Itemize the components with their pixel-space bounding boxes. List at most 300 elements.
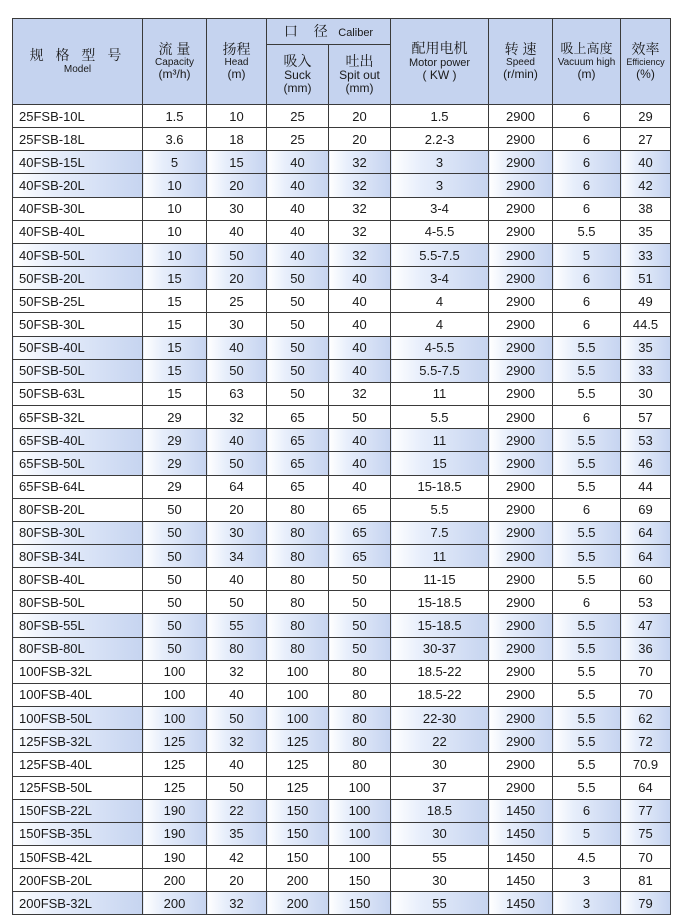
cell-speed: 2900 [489, 475, 553, 498]
cell-capacity: 100 [143, 660, 207, 683]
cell-head: 20 [207, 498, 267, 521]
cell-vacuum-high: 5.5 [553, 730, 621, 753]
cell-head: 55 [207, 614, 267, 637]
cell-speed: 1450 [489, 846, 553, 869]
cell-suck: 80 [267, 498, 329, 521]
cell-efficiency: 46 [621, 452, 671, 475]
cell-vacuum-high: 6 [553, 799, 621, 822]
cell-speed: 2900 [489, 151, 553, 174]
cell-head: 63 [207, 382, 267, 405]
cell-capacity: 10 [143, 174, 207, 197]
cell-vacuum-high: 6 [553, 267, 621, 290]
cell-spit-out: 100 [329, 822, 391, 845]
cell-spit-out: 50 [329, 614, 391, 637]
cell-motor-power: 15-18.5 [391, 475, 489, 498]
cell-model: 50FSB-50L [13, 359, 143, 382]
cell-suck: 100 [267, 707, 329, 730]
cell-capacity: 200 [143, 892, 207, 915]
table-row [13, 568, 671, 591]
cell-model: 150FSB-35L [13, 822, 143, 845]
cell-model: 125FSB-40L [13, 753, 143, 776]
cell-vacuum-high: 5.5 [553, 568, 621, 591]
cell-model: 150FSB-22L [13, 799, 143, 822]
cell-vacuum-high: 5.5 [553, 220, 621, 243]
cell-spit-out: 32 [329, 174, 391, 197]
header-head-en: Head [224, 57, 249, 69]
cell-capacity: 200 [143, 869, 207, 892]
table-row [13, 197, 671, 220]
table-row [13, 614, 671, 637]
header-speed-unit: (r/min) [503, 67, 538, 82]
cell-spit-out: 40 [329, 313, 391, 336]
cell-spit-out: 80 [329, 753, 391, 776]
cell-speed: 2900 [489, 313, 553, 336]
cell-spit-out: 32 [329, 151, 391, 174]
header-efficiency-unit: (%) [636, 66, 655, 81]
cell-speed: 2900 [489, 753, 553, 776]
cell-spit-out: 40 [329, 290, 391, 313]
header-capacity [143, 19, 207, 105]
table-row [13, 105, 671, 128]
cell-vacuum-high: 5.5 [553, 452, 621, 475]
cell-spit-out: 32 [329, 197, 391, 220]
cell-vacuum-high: 6 [553, 406, 621, 429]
table-row [13, 637, 671, 660]
cell-vacuum-high: 6 [553, 174, 621, 197]
cell-capacity: 29 [143, 429, 207, 452]
header-capacity-unit: (m³/h) [158, 67, 191, 82]
cell-model: 100FSB-40L [13, 683, 143, 706]
cell-efficiency: 60 [621, 568, 671, 591]
cell-head: 40 [207, 683, 267, 706]
cell-speed: 2900 [489, 336, 553, 359]
cell-speed: 2900 [489, 290, 553, 313]
cell-model: 25FSB-18L [13, 128, 143, 151]
cell-model: 80FSB-40L [13, 568, 143, 591]
table-row [13, 660, 671, 683]
cell-head: 40 [207, 568, 267, 591]
cell-capacity: 190 [143, 822, 207, 845]
cell-efficiency: 38 [621, 197, 671, 220]
cell-head: 30 [207, 521, 267, 544]
cell-spit-out: 80 [329, 660, 391, 683]
table-row [13, 683, 671, 706]
cell-model: 200FSB-20L [13, 869, 143, 892]
cell-suck: 50 [267, 290, 329, 313]
cell-efficiency: 36 [621, 637, 671, 660]
table-row [13, 359, 671, 382]
cell-efficiency: 35 [621, 220, 671, 243]
cell-efficiency: 64 [621, 776, 671, 799]
cell-speed: 2900 [489, 174, 553, 197]
cell-spit-out: 80 [329, 730, 391, 753]
cell-motor-power: 5.5-7.5 [391, 243, 489, 266]
cell-suck: 40 [267, 151, 329, 174]
cell-vacuum-high: 5 [553, 243, 621, 266]
cell-model: 125FSB-50L [13, 776, 143, 799]
cell-speed: 2900 [489, 776, 553, 799]
cell-head: 64 [207, 475, 267, 498]
cell-head: 80 [207, 637, 267, 660]
cell-speed: 2900 [489, 128, 553, 151]
cell-suck: 50 [267, 359, 329, 382]
cell-model: 40FSB-15L [13, 151, 143, 174]
header-speed [489, 19, 553, 105]
cell-efficiency: 44.5 [621, 313, 671, 336]
cell-motor-power: 11 [391, 382, 489, 405]
cell-suck: 80 [267, 591, 329, 614]
cell-head: 22 [207, 799, 267, 822]
cell-suck: 125 [267, 753, 329, 776]
cell-motor-power: 30 [391, 753, 489, 776]
cell-efficiency: 40 [621, 151, 671, 174]
cell-head: 32 [207, 892, 267, 915]
cell-motor-power: 30 [391, 822, 489, 845]
table-row [13, 267, 671, 290]
header-efficiency [621, 19, 671, 105]
cell-speed: 1450 [489, 822, 553, 845]
cell-capacity: 15 [143, 382, 207, 405]
cell-spit-out: 50 [329, 406, 391, 429]
cell-efficiency: 53 [621, 429, 671, 452]
cell-model: 80FSB-34L [13, 544, 143, 567]
cell-vacuum-high: 5.5 [553, 429, 621, 452]
cell-efficiency: 79 [621, 892, 671, 915]
cell-vacuum-high: 4.5 [553, 846, 621, 869]
cell-capacity: 125 [143, 730, 207, 753]
cell-vacuum-high: 5.5 [553, 544, 621, 567]
cell-speed: 2900 [489, 614, 553, 637]
table-row [13, 336, 671, 359]
cell-suck: 65 [267, 429, 329, 452]
cell-suck: 80 [267, 521, 329, 544]
cell-vacuum-high: 6 [553, 105, 621, 128]
cell-model: 40FSB-40L [13, 220, 143, 243]
table-row [13, 452, 671, 475]
cell-efficiency: 70 [621, 846, 671, 869]
cell-model: 50FSB-63L [13, 382, 143, 405]
cell-motor-power: 22 [391, 730, 489, 753]
cell-efficiency: 64 [621, 521, 671, 544]
cell-model: 125FSB-32L [13, 730, 143, 753]
cell-capacity: 50 [143, 568, 207, 591]
cell-spit-out: 40 [329, 475, 391, 498]
cell-motor-power: 5.5-7.5 [391, 359, 489, 382]
table-body [13, 105, 671, 915]
cell-suck: 65 [267, 475, 329, 498]
cell-model: 65FSB-50L [13, 452, 143, 475]
cell-capacity: 125 [143, 776, 207, 799]
cell-spit-out: 40 [329, 429, 391, 452]
header-motor [391, 19, 489, 105]
cell-speed: 2900 [489, 406, 553, 429]
cell-suck: 25 [267, 128, 329, 151]
cell-efficiency: 70 [621, 660, 671, 683]
cell-head: 40 [207, 336, 267, 359]
header-speed-cn: 转 速 [504, 40, 537, 57]
cell-spit-out: 40 [329, 359, 391, 382]
table-row [13, 429, 671, 452]
cell-capacity: 50 [143, 591, 207, 614]
cell-motor-power: 15-18.5 [391, 591, 489, 614]
table-row [13, 776, 671, 799]
cell-capacity: 10 [143, 243, 207, 266]
cell-efficiency: 42 [621, 174, 671, 197]
cell-vacuum-high: 5.5 [553, 637, 621, 660]
cell-spit-out: 20 [329, 128, 391, 151]
table-row [13, 174, 671, 197]
cell-head: 25 [207, 290, 267, 313]
header-caliber-en: Caliber [338, 26, 374, 39]
cell-speed: 2900 [489, 544, 553, 567]
cell-vacuum-high: 5.5 [553, 475, 621, 498]
cell-head: 40 [207, 220, 267, 243]
cell-efficiency: 75 [621, 822, 671, 845]
cell-motor-power: 11 [391, 429, 489, 452]
cell-vacuum-high: 5.5 [553, 753, 621, 776]
cell-efficiency: 70 [621, 683, 671, 706]
cell-model: 65FSB-32L [13, 406, 143, 429]
cell-spit-out: 65 [329, 521, 391, 544]
table-row [13, 498, 671, 521]
cell-head: 32 [207, 730, 267, 753]
cell-vacuum-high: 6 [553, 591, 621, 614]
cell-motor-power: 7.5 [391, 521, 489, 544]
cell-motor-power: 55 [391, 846, 489, 869]
cell-motor-power: 2.2-3 [391, 128, 489, 151]
cell-head: 34 [207, 544, 267, 567]
header-model-cn: 规 格 型 号 [29, 47, 126, 64]
table-row [13, 846, 671, 869]
cell-suck: 200 [267, 892, 329, 915]
cell-speed: 2900 [489, 382, 553, 405]
cell-spit-out: 20 [329, 105, 391, 128]
cell-efficiency: 29 [621, 105, 671, 128]
cell-speed: 2900 [489, 197, 553, 220]
table-row [13, 892, 671, 915]
cell-speed: 2900 [489, 683, 553, 706]
cell-motor-power: 11 [391, 544, 489, 567]
header-suck-cn: 吸入 [283, 52, 312, 69]
table-row [13, 707, 671, 730]
cell-model: 80FSB-80L [13, 637, 143, 660]
cell-head: 35 [207, 822, 267, 845]
table-row [13, 822, 671, 845]
cell-vacuum-high: 5.5 [553, 382, 621, 405]
table-row [13, 243, 671, 266]
cell-model: 80FSB-50L [13, 591, 143, 614]
cell-capacity: 190 [143, 846, 207, 869]
cell-suck: 150 [267, 822, 329, 845]
header-efficiency-en: Efficiency [626, 56, 665, 67]
cell-efficiency: 49 [621, 290, 671, 313]
cell-vacuum-high: 3 [553, 869, 621, 892]
cell-motor-power: 18.5 [391, 799, 489, 822]
cell-suck: 125 [267, 730, 329, 753]
cell-motor-power: 4 [391, 290, 489, 313]
cell-motor-power: 15-18.5 [391, 614, 489, 637]
cell-head: 30 [207, 313, 267, 336]
cell-spit-out: 100 [329, 776, 391, 799]
cell-head: 32 [207, 406, 267, 429]
cell-capacity: 1.5 [143, 105, 207, 128]
header-spit-unit: (mm) [345, 81, 374, 96]
cell-efficiency: 53 [621, 591, 671, 614]
table-row [13, 382, 671, 405]
cell-head: 40 [207, 429, 267, 452]
cell-suck: 40 [267, 243, 329, 266]
cell-efficiency: 33 [621, 359, 671, 382]
pump-spec-sheet [12, 18, 670, 915]
cell-motor-power: 30 [391, 869, 489, 892]
cell-spit-out: 32 [329, 243, 391, 266]
header-head [207, 19, 267, 105]
cell-capacity: 5 [143, 151, 207, 174]
cell-vacuum-high: 5.5 [553, 359, 621, 382]
cell-capacity: 15 [143, 313, 207, 336]
cell-motor-power: 4 [391, 313, 489, 336]
header-capacity-en: Capacity [155, 57, 194, 69]
cell-vacuum-high: 5.5 [553, 683, 621, 706]
cell-motor-power: 1.5 [391, 105, 489, 128]
cell-efficiency: 44 [621, 475, 671, 498]
cell-efficiency: 51 [621, 267, 671, 290]
cell-motor-power: 15 [391, 452, 489, 475]
header-caliber [267, 19, 391, 45]
cell-efficiency: 57 [621, 406, 671, 429]
cell-speed: 2900 [489, 591, 553, 614]
cell-model: 25FSB-10L [13, 105, 143, 128]
cell-efficiency: 70.9 [621, 753, 671, 776]
cell-speed: 2900 [489, 429, 553, 452]
header-vacuum-en: Vacuum high [557, 56, 616, 68]
cell-capacity: 100 [143, 707, 207, 730]
cell-efficiency: 47 [621, 614, 671, 637]
cell-spit-out: 150 [329, 892, 391, 915]
cell-motor-power: 3 [391, 151, 489, 174]
cell-suck: 50 [267, 267, 329, 290]
cell-spit-out: 65 [329, 544, 391, 567]
cell-efficiency: 64 [621, 544, 671, 567]
cell-spit-out: 80 [329, 707, 391, 730]
cell-spit-out: 50 [329, 568, 391, 591]
cell-head: 20 [207, 869, 267, 892]
header-efficiency-cn: 效率 [631, 41, 660, 58]
table-row [13, 544, 671, 567]
cell-motor-power: 3-4 [391, 267, 489, 290]
header-motor-unit: ( KW ) [422, 67, 457, 82]
cell-efficiency: 27 [621, 128, 671, 151]
cell-suck: 50 [267, 336, 329, 359]
header-head-cn: 扬程 [222, 40, 251, 57]
cell-spit-out: 32 [329, 220, 391, 243]
cell-motor-power: 22-30 [391, 707, 489, 730]
cell-speed: 2900 [489, 568, 553, 591]
cell-vacuum-high: 5.5 [553, 776, 621, 799]
cell-speed: 2900 [489, 498, 553, 521]
cell-capacity: 15 [143, 336, 207, 359]
cell-capacity: 50 [143, 498, 207, 521]
cell-capacity: 15 [143, 267, 207, 290]
cell-model: 100FSB-50L [13, 707, 143, 730]
cell-motor-power: 3-4 [391, 197, 489, 220]
cell-efficiency: 69 [621, 498, 671, 521]
cell-vacuum-high: 6 [553, 128, 621, 151]
table-row [13, 290, 671, 313]
cell-spit-out: 40 [329, 267, 391, 290]
cell-suck: 40 [267, 174, 329, 197]
header-vacuum-unit: (m) [577, 66, 596, 81]
cell-motor-power: 11-15 [391, 568, 489, 591]
header-motor-en: Motor power [408, 56, 471, 69]
table-row [13, 475, 671, 498]
cell-capacity: 50 [143, 521, 207, 544]
cell-capacity: 15 [143, 290, 207, 313]
cell-spit-out: 32 [329, 382, 391, 405]
cell-spit-out: 100 [329, 799, 391, 822]
cell-model: 40FSB-20L [13, 174, 143, 197]
cell-spit-out: 40 [329, 452, 391, 475]
pump-spec-table [12, 18, 671, 915]
cell-spit-out: 65 [329, 498, 391, 521]
cell-speed: 2900 [489, 267, 553, 290]
cell-motor-power: 4-5.5 [391, 336, 489, 359]
cell-vacuum-high: 6 [553, 151, 621, 174]
cell-spit-out: 40 [329, 336, 391, 359]
cell-motor-power: 3 [391, 174, 489, 197]
header-vacuum [553, 19, 621, 105]
cell-capacity: 3.6 [143, 128, 207, 151]
header-head-unit: (m) [227, 67, 246, 82]
cell-model: 200FSB-32L [13, 892, 143, 915]
cell-spit-out: 150 [329, 869, 391, 892]
cell-head: 20 [207, 267, 267, 290]
cell-head: 50 [207, 707, 267, 730]
cell-motor-power: 55 [391, 892, 489, 915]
cell-capacity: 15 [143, 359, 207, 382]
cell-suck: 40 [267, 197, 329, 220]
cell-capacity: 29 [143, 475, 207, 498]
cell-suck: 80 [267, 614, 329, 637]
cell-model: 150FSB-42L [13, 846, 143, 869]
cell-spit-out: 100 [329, 846, 391, 869]
cell-suck: 50 [267, 313, 329, 336]
cell-vacuum-high: 5.5 [553, 614, 621, 637]
cell-suck: 150 [267, 799, 329, 822]
cell-suck: 80 [267, 544, 329, 567]
cell-model: 50FSB-40L [13, 336, 143, 359]
cell-capacity: 29 [143, 406, 207, 429]
cell-vacuum-high: 6 [553, 290, 621, 313]
table-row [13, 313, 671, 336]
cell-speed: 1450 [489, 892, 553, 915]
cell-head: 30 [207, 197, 267, 220]
header-vacuum-cn: 吸上高度 [560, 41, 613, 57]
cell-spit-out: 50 [329, 637, 391, 660]
cell-efficiency: 81 [621, 869, 671, 892]
header-model [13, 19, 143, 105]
cell-model: 100FSB-32L [13, 660, 143, 683]
cell-suck: 80 [267, 637, 329, 660]
cell-suck: 50 [267, 382, 329, 405]
cell-suck: 25 [267, 105, 329, 128]
cell-model: 65FSB-40L [13, 429, 143, 452]
cell-vacuum-high: 3 [553, 892, 621, 915]
header-caliber-cn: 口 径 [283, 22, 334, 39]
cell-speed: 2900 [489, 521, 553, 544]
cell-motor-power: 37 [391, 776, 489, 799]
cell-speed: 2900 [489, 637, 553, 660]
